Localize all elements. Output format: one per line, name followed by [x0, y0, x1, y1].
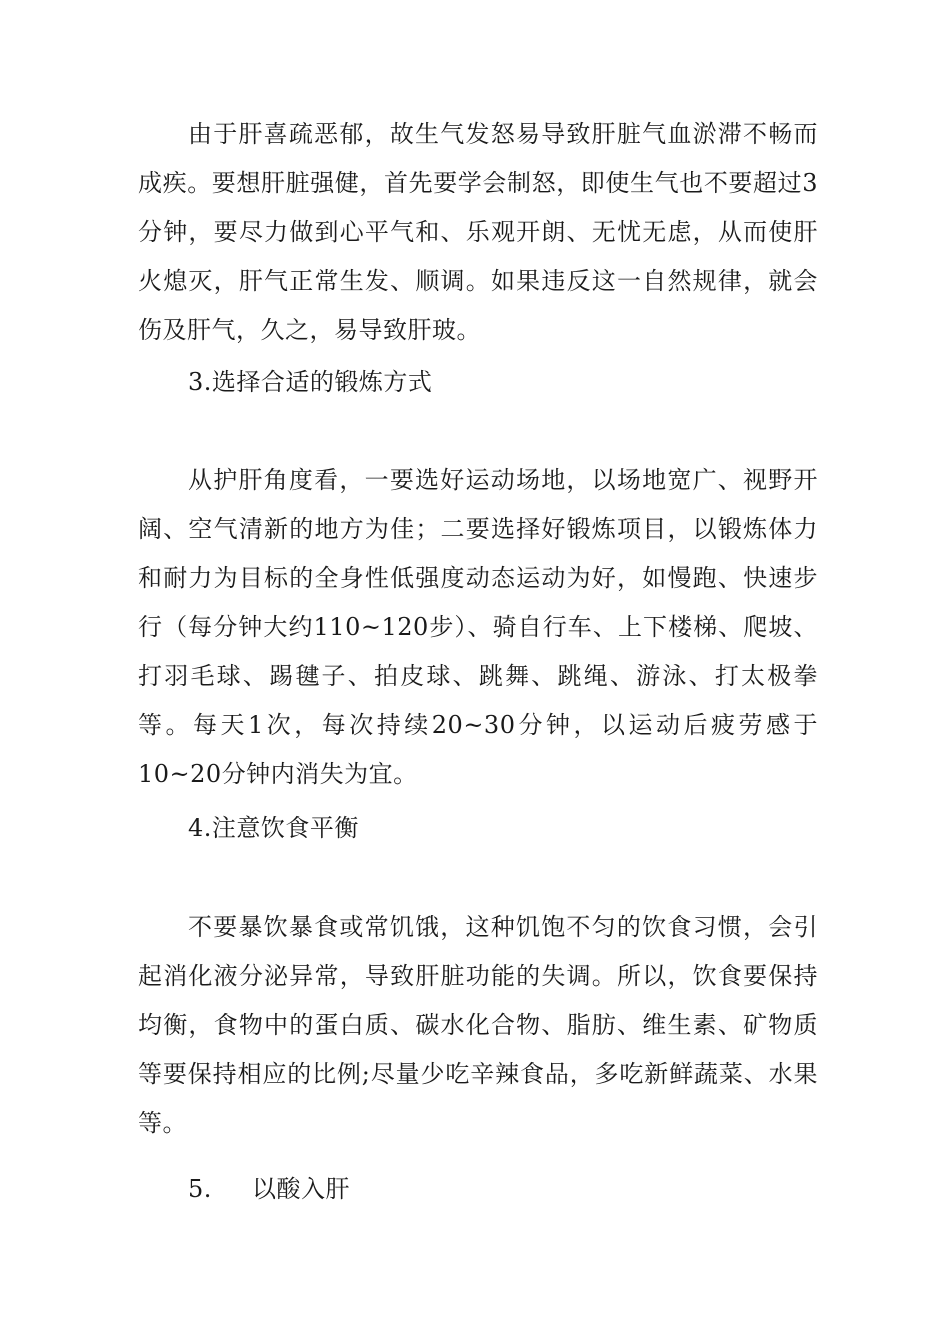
section-number: 4. — [188, 814, 212, 842]
section-title: 以酸入肝 — [252, 1175, 350, 1203]
section-number: 3. — [188, 368, 212, 396]
paragraph-exercise: 从护肝角度看，一要选好运动场地，以场地宽广、视野开阔、空气清新的地方为佳；二要选择好锻炼项目，以锻炼体力和耐力为目标的全身性低强度动态运动为好，如慢跑、快速步行（每分钟大约110~120步）、骑自行车、上下楼梯、爬坡、打羽毛球、踢毽子、拍皮球、跳舞、跳绳、游泳、打太极拳等。每天1次，每次持续20~30分钟，以运动后疲劳感于10~20分钟内消失为宜。 — [138, 466, 818, 788]
section-heading-5 — [188, 1174, 350, 1204]
paragraph-anger-control: 由于肝喜疏恶郁，故生气发怒易导致肝脏气血淤滞不畅而成疾。要想肝脏强健，首先要学会制怒，即使生气也不要超过3分钟，要尽力做到心平气和、乐观开朗、无忧无虑，从而使肝火熄灭，肝气正常生发、顺调。如果违反这一自然规律，就会伤及肝气，久之，易导致肝玻。 — [138, 120, 818, 344]
section-heading-3 — [188, 367, 432, 397]
section-heading-4 — [188, 813, 359, 843]
section-number: 5. — [188, 1175, 212, 1203]
paragraph-diet: 不要暴饮暴食或常饥饿，这种饥饱不匀的饮食习惯，会引起消化液分泌异常，导致肝脏功能的失调。所以，饮食要保持均衡，食物中的蛋白质、碳水化合物、脂肪、维生素、矿物质等要保持相应的比例;尽量少吃辛辣食品，多吃新鲜蔬菜、水果等。 — [138, 913, 818, 1137]
section-title: 注意饮食平衡 — [211, 814, 359, 842]
section-title: 选择合适的锻炼方式 — [211, 368, 433, 396]
